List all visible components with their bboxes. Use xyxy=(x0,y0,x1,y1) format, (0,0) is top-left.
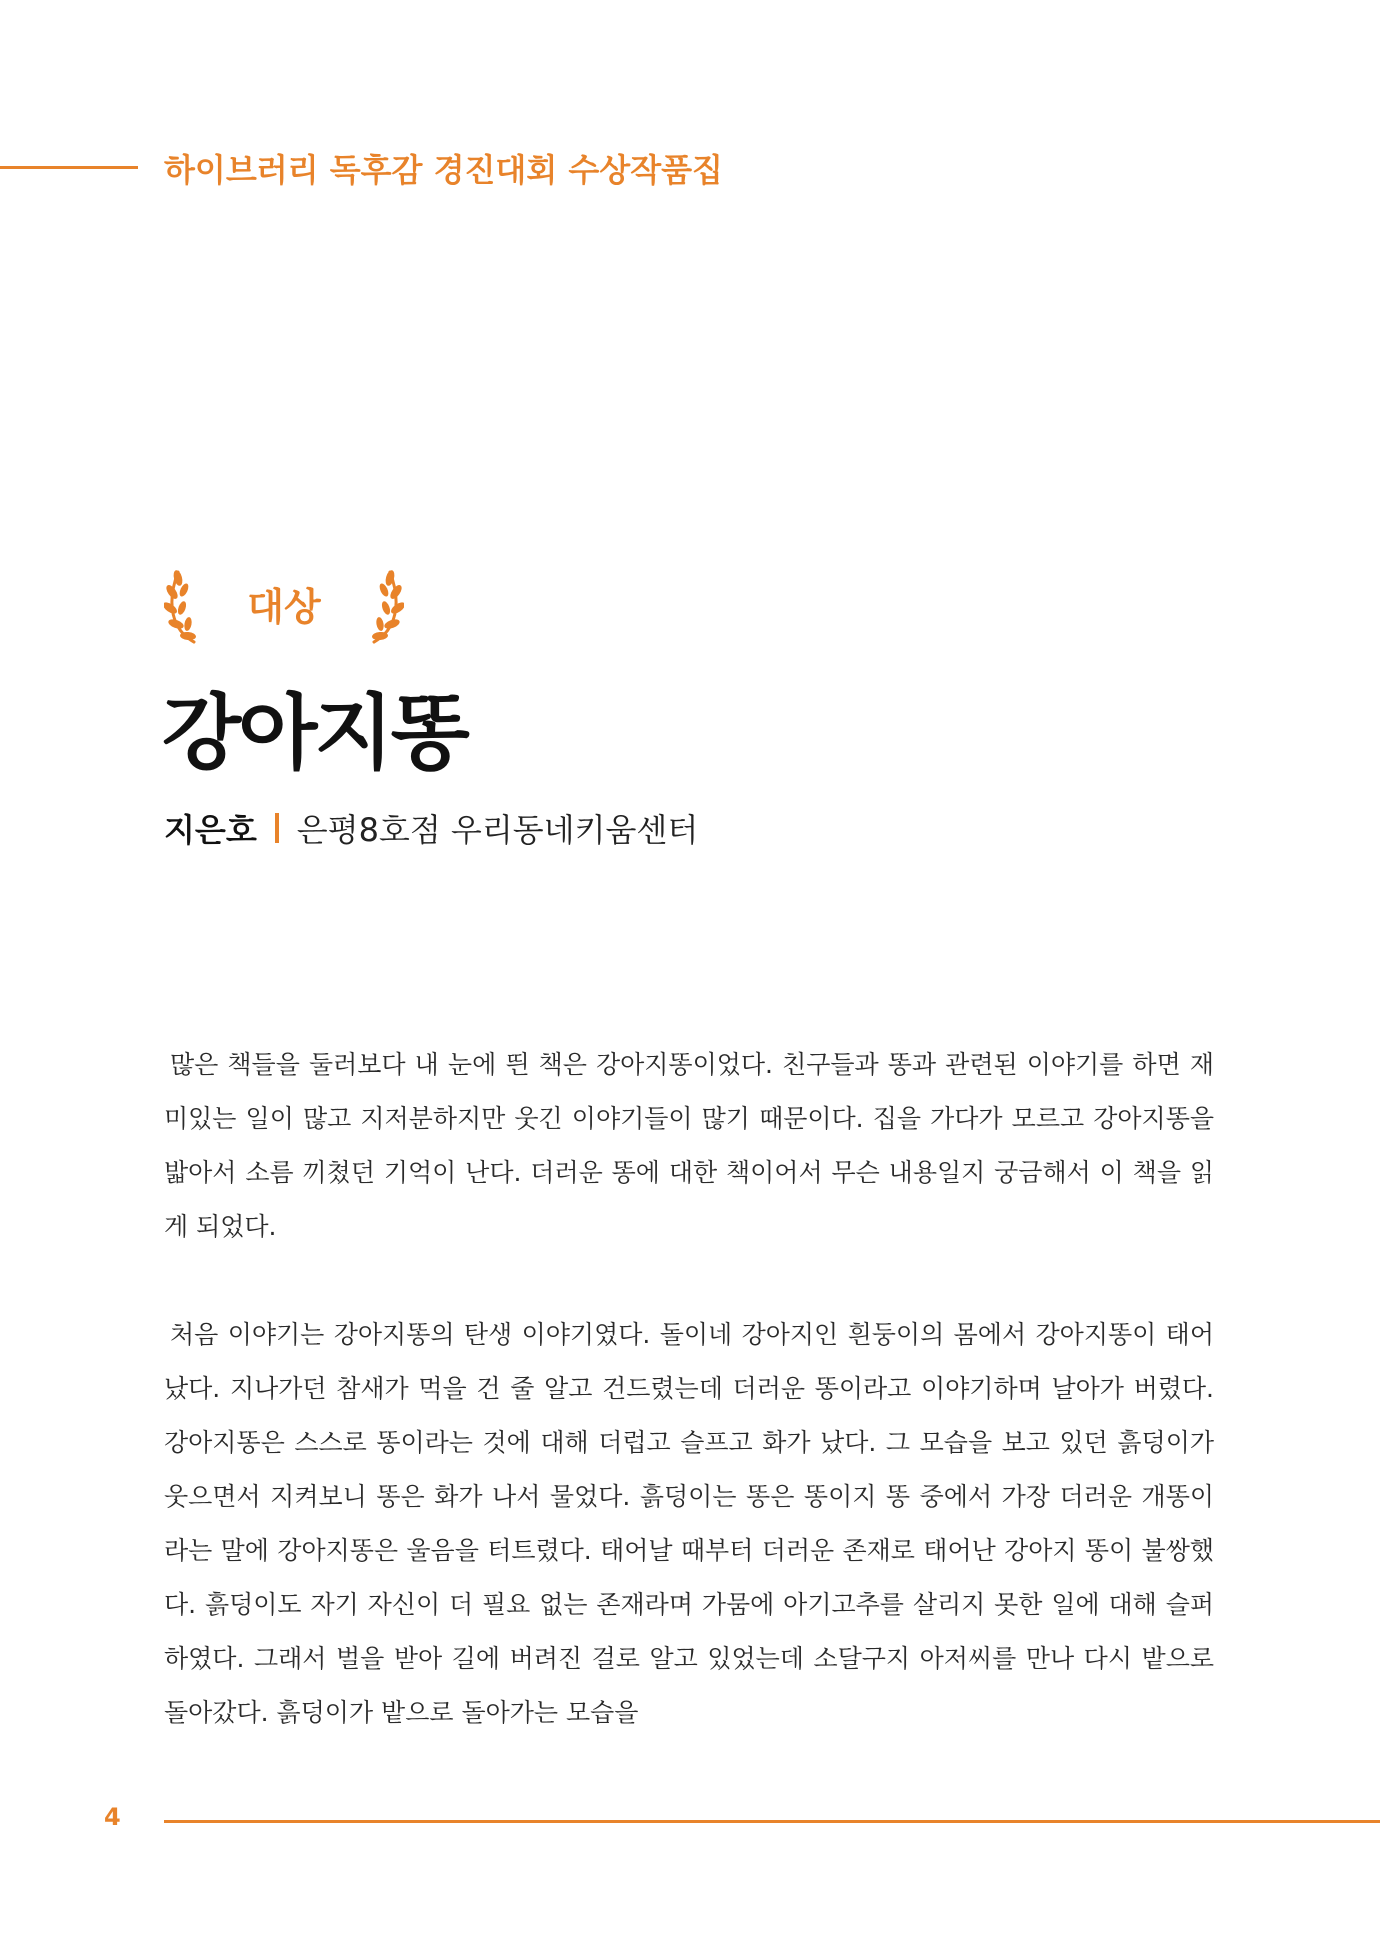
byline-separator xyxy=(275,813,279,843)
laurel-right-icon xyxy=(362,568,404,644)
series-title: 하이브러리 독후감 경진대회 수상작품집 xyxy=(164,151,723,189)
footer-rule xyxy=(164,1820,1380,1823)
author-branch: 은평8호점 우리동네키움센터 xyxy=(296,811,699,849)
byline xyxy=(164,805,698,851)
author-name: 지은호 xyxy=(164,811,257,849)
essay-paragraph: 많은 책들을 둘러보다 내 눈에 띈 책은 강아지똥이었다. 친구들과 똥과 관련된 이야기를 하면 재미있는 일이 많고 지저분하지만 웃긴 이야기들이 많기 때문이다. 집을 가다가 모르고 강아지똥을 밟아서 소름 끼쳤던 기억이 난다. 더러운 똥에 대한 책이어서 무슨 내용일지 궁금해서 이 책을 읽게 되었다. xyxy=(164,1050,1214,1241)
essay-paragraph: 처음 이야기는 강아지똥의 탄생 이야기였다. 돌이네 강아지인 흰둥이의 몸에서 강아지똥이 태어났다. 지나가던 참새가 먹을 건 줄 알고 건드렸는데 더러운 똥이라고 이야기하며 날아가 버렸다. 강아지똥은 스스로 똥이라는 것에 대해 더럽고 슬프고 화가 났다. 그 모습을 보고 있던 흙덩이가 웃으면서 지켜보니 똥은 화가 나서 물었다. 흙덩이는 똥은 똥이지 똥 중에서 가장 더러운 개똥이라는 말에 강아지똥은 울음을 터트렸다. 태어날 때부터 더러운 존재로 태어난 강아지 똥이 불쌍했다. 흙덩이도 자기 자신이 더 필요 없는 존재라며 가뭄에 아기고추를 살리지 못한 일에 대해 슬퍼하였다. 그래서 벌을 받아 길에 버려진 걸로 알고 있었는데 소달구지 아저씨를 만나 다시 밭으로 돌아갔다. 흙덩이가 밭으로 돌아가는 모습을 xyxy=(164,1320,1214,1727)
award-label: 대상 xyxy=(247,585,321,629)
essay-body xyxy=(164,1038,1214,1794)
work-title: 강아지똥 xyxy=(162,686,467,781)
page-number: 4 xyxy=(104,1803,121,1831)
award-badge xyxy=(164,568,404,644)
header-rule xyxy=(0,166,138,169)
